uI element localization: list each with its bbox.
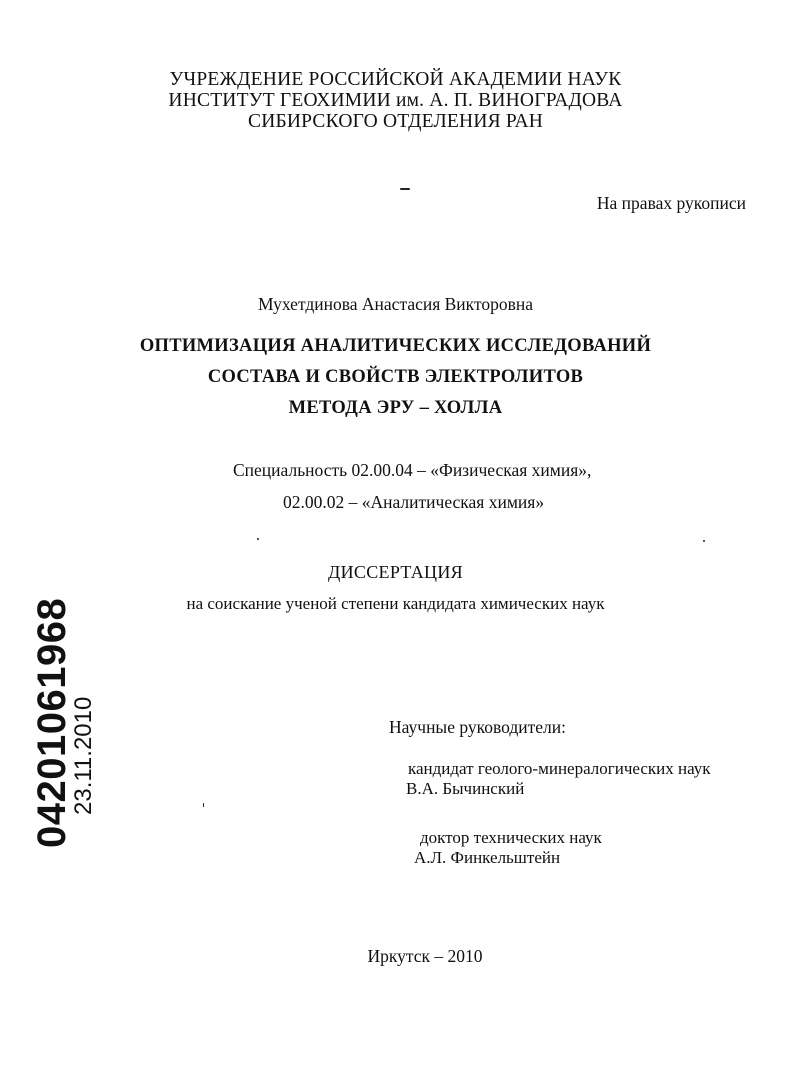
- institution-line-1: УЧРЕЖДЕНИЕ РОССИЙСКОЙ АКАДЕМИИ НАУК: [169, 69, 622, 90]
- degree-line: на соискание ученой степени кандидата химических наук: [186, 594, 605, 613]
- supervisors-heading: Научные руководители:: [389, 717, 566, 737]
- place-year: Иркутск – 2010: [367, 946, 483, 966]
- rights-note: На правах рукописи: [596, 193, 746, 213]
- author-name: Мухетдинова Анастасия Викторовна: [257, 294, 534, 314]
- title-line-1: ОПТИМИЗАЦИЯ АНАЛИТИЧЕСКИХ ИССЛЕДОВАНИЙ: [139, 336, 652, 356]
- scan-speck: [400, 188, 410, 190]
- specialty-line-2: 02.00.02 – «Аналитическая химия»: [283, 492, 545, 512]
- institution-line-2: ИНСТИТУТ ГЕОХИМИИ им. А. П. ВИНОГРАДОВА: [168, 90, 623, 111]
- library-stamp-number: 04201061968: [30, 597, 74, 848]
- title-line-2: СОСТАВА И СВОЙСТВ ЭЛЕКТРОЛИТОВ: [207, 367, 584, 387]
- specialty-line-1: Специальность 02.00.04 – «Физическая химия»,: [233, 460, 592, 480]
- supervisor-2-degree: доктор технических наук: [420, 828, 602, 847]
- scan-speck: [203, 803, 204, 807]
- supervisor-2-name: А.Л. Финкельштейн: [414, 848, 561, 867]
- title-line-3: МЕТОДА ЭРУ – ХОЛЛА: [288, 398, 503, 418]
- supervisor-1-degree: кандидат геолого-минералогических наук: [408, 759, 711, 778]
- supervisor-1-name: В.А. Бычинский: [406, 779, 525, 798]
- scan-speck: [703, 540, 705, 542]
- document-type: ДИССЕРТАЦИЯ: [328, 562, 463, 582]
- scan-speck: [257, 538, 259, 540]
- library-stamp-date: 23.11.2010: [70, 696, 97, 815]
- institution-line-3: СИБИРСКОГО ОТДЕЛЕНИЯ РАН: [247, 111, 544, 132]
